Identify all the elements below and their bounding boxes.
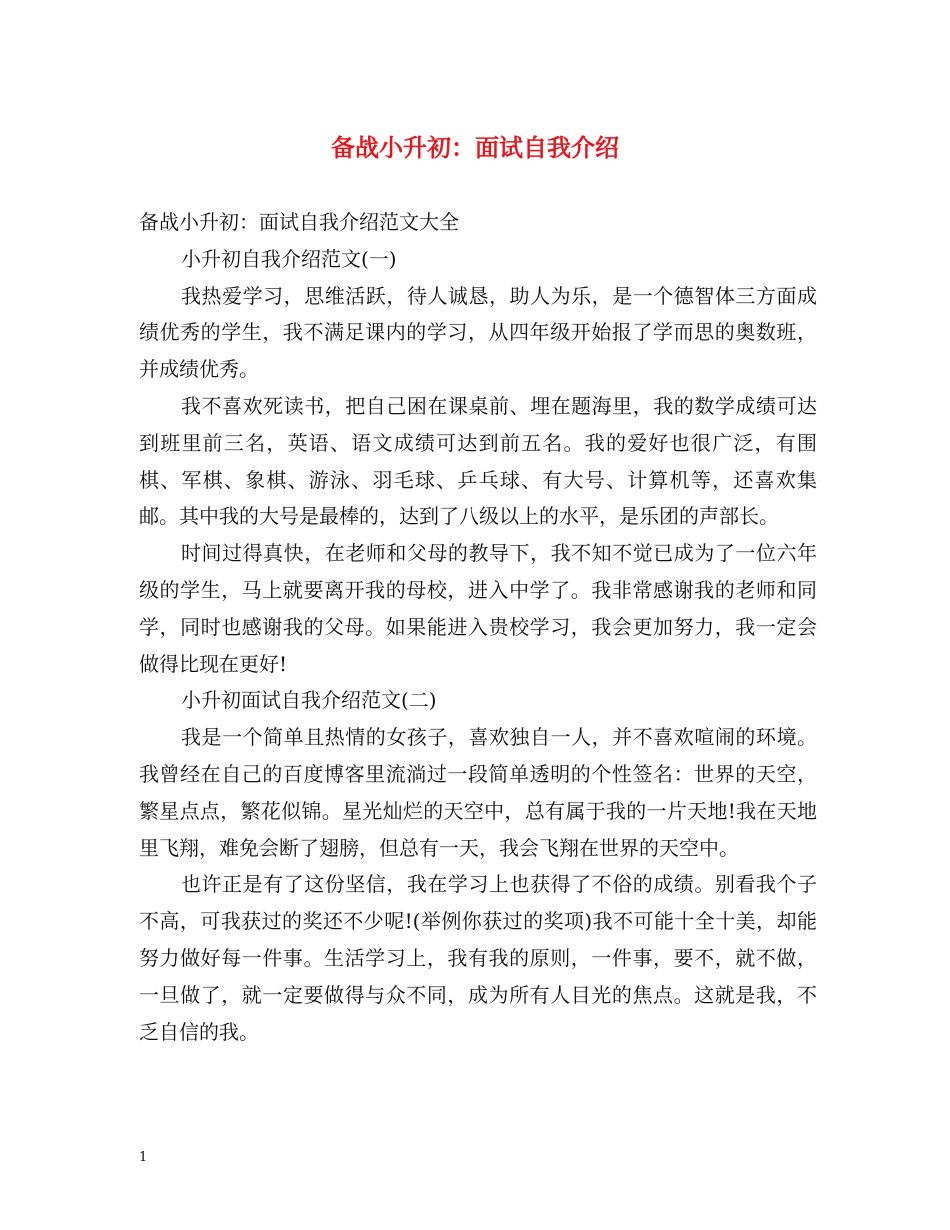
body-paragraph: 也许正是有了这份坚信，我在学习上也获得了不俗的成绩。别看我个子不高，可我获过的奖还不少呢!(举例你获过的奖项)我不可能十全十美，却能努力做好每一件事。生活学习上，我有我的原则，一件事，要不，就不做，一旦做了，就一定要做得与众不同，成为所有人目光的焦点。这就是我，不乏自信的我。 [139,872,817,1044]
section-heading-one: 小升初自我介绍范文(一) [181,246,397,271]
document-body [139,204,817,1050]
body-paragraph: 时间过得真快，在老师和父母的教导下，我不知不觉已成为了一位六年级的学生，马上就要离开我的母校，进入中学了。我非常感谢我的老师和同学，同时也感谢我的父母。如果能进入贵校学习，我会更加努力，我一定会做得比现在更好! [139,541,817,676]
document-title: 备战小升初：面试自我介绍 [331,133,619,162]
body-paragraph: 我是一个简单且热情的女孩子，喜欢独自一人，并不喜欢喧闹的环境。我曾经在自己的百度博客里流淌过一段简单透明的个性签名：世界的天空，繁星点点，繁花似锦。星光灿烂的天空中，总有属于我的一片天地!我在天地里飞翔，难免会断了翅膀，但总有一天，我会飞翔在世界的天空中。 [139,725,817,860]
body-paragraph: 我不喜欢死读书，把自己困在课桌前、埋在题海里，我的数学成绩可达到班里前三名，英语、语文成绩可达到前五名。我的爱好也很广泛，有围棋、军棋、象棋、游泳、羽毛球、乒乓球、有大号、计算机等，还喜欢集邮。其中我的大号是最棒的，达到了八级以上的水平，是乐团的声部长。 [139,393,817,529]
document-subtitle: 备战小升初：面试自我介绍范文大全 [139,210,459,234]
section-heading-two: 小升初面试自我介绍范文(二) [181,688,437,713]
body-paragraph: 我热爱学习，思维活跃，待人诚恳，助人为乐，是一个德智体三方面成绩优秀的学生，我不满足课内的学习，从四年级开始报了学而思的奥数班，并成绩优秀。 [139,283,817,382]
page-number: 1 [139,1150,148,1165]
